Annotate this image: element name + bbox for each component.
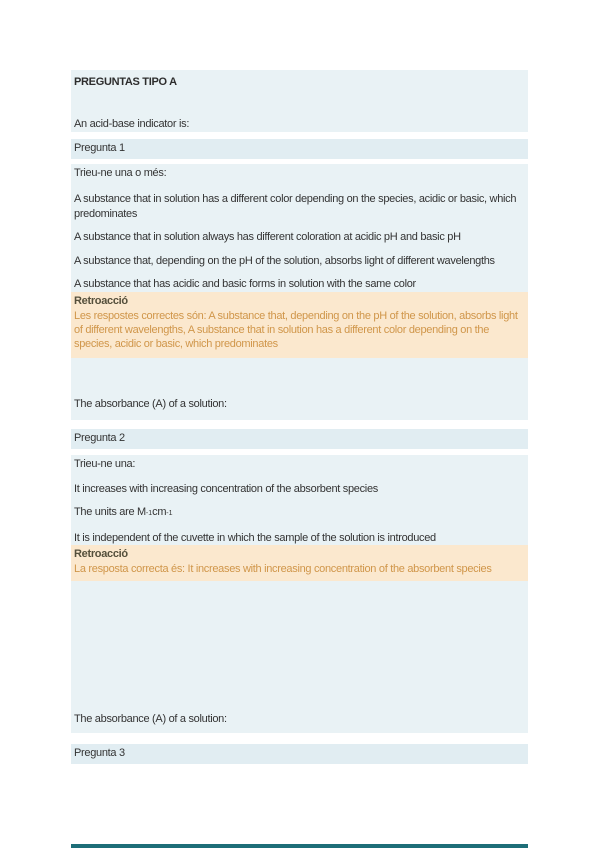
pregunta-2-label: Pregunta 2 (74, 432, 125, 444)
choose-prompt-q1: Trieu-ne una o més: (74, 167, 167, 179)
answer-option-units (74, 505, 525, 522)
page-footer-rule (71, 844, 528, 848)
units-exponent: -1 (166, 510, 173, 517)
feedback-text-q2: La resposta correcta és: It increases with increasing concentration of the absorbent species (74, 563, 492, 575)
feedback-panel-q1 (71, 292, 528, 358)
choose-prompt-q2: Trieu-ne una: (74, 458, 136, 470)
pregunta-1-bar (71, 139, 528, 159)
pregunta-3-bar (71, 744, 528, 764)
absorbance-stem: The absorbance (A) of a solution: (74, 398, 227, 410)
answer-option: A substance that has acidic and basic forms in solution with the same color (74, 278, 416, 290)
answer-option: A substance that in solution has a different color depending on the species, acidic or basic, which predominates (74, 193, 517, 220)
next-question-stem-block (71, 358, 528, 420)
feedback-label-q1: Retroacció (74, 295, 128, 307)
feedback-panel-q2 (71, 545, 528, 581)
pregunta-2-bar (71, 429, 528, 449)
answer-option: It increases with increasing concentration of the absorbent species (74, 483, 378, 495)
units-exponent: -1 (145, 510, 153, 517)
units-text: The units are M (74, 506, 146, 518)
next-question-stem-block (71, 581, 528, 733)
absorbance-stem: The absorbance (A) of a solution: (74, 713, 227, 725)
feedback-label-q2: Retroacció (74, 548, 128, 560)
section-header-block (71, 70, 528, 132)
answer-option: It is independent of the cuvette in which the sample of the solution is introduced (74, 531, 436, 544)
pregunta-1-label: Pregunta 1 (74, 142, 125, 154)
answer-option: A substance that, depending on the pH of the solution, absorbs light of different wavelengths (74, 254, 495, 267)
pregunta-3-label: Pregunta 3 (74, 747, 125, 759)
units-text: cm (152, 506, 167, 518)
intro-question-stem: An acid-base indicator is: (74, 118, 190, 130)
answer-option: A substance that in solution always has different coloration at acidic pH and basic pH (74, 231, 461, 243)
feedback-text-q1: Les respostes correctes són: A substance that, depending on the pH of the solution, absorbs light of different wavelengths, A substance that in solution has a different color depending on the species, acidic or basic, which predominates (74, 310, 518, 350)
pregunta-1-options-block (71, 164, 528, 292)
section-title: PREGUNTAS TIPO A (74, 76, 177, 88)
pregunta-2-options-block (71, 455, 528, 545)
